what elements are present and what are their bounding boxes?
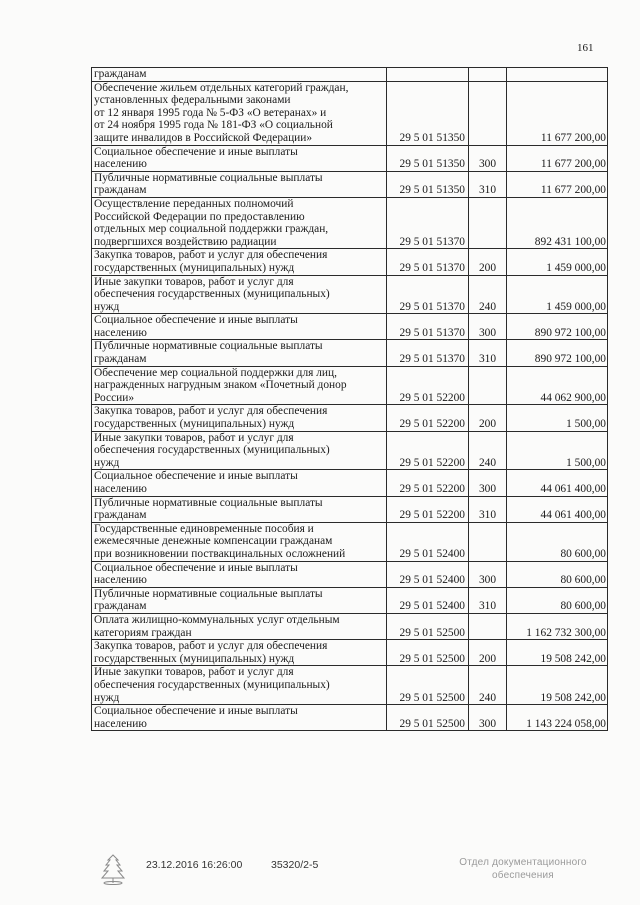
row-name-cell: Публичные нормативные социальные выплаты гражданам [92,171,387,197]
table-row [92,366,608,405]
row-type-cell: 300 [469,145,507,171]
table-row [92,81,608,145]
table-row [92,314,608,340]
table-row [92,249,608,275]
row-amount-cell: 11 677 200,00 [507,81,608,145]
row-name-cell: Социальное обеспечение и иные выплаты населению [92,145,387,171]
row-name-cell: Социальное обеспечение и иные выплаты населению [92,470,387,496]
table-row [92,587,608,613]
emblem-icon [96,852,130,886]
row-amount-cell: 19 508 242,00 [507,640,608,666]
footer-doc-number: 35320/2-5 [271,859,319,871]
footer-date: 23.12.2016 16:26:00 [146,859,243,871]
table-row [92,275,608,314]
row-amount-cell: 1 500,00 [507,431,608,470]
row-amount-cell: 1 143 224 058,00 [507,705,608,731]
row-name-cell: Обеспечение жильем отдельных категорий граждан, установленных федеральными законами от 12 января 1995 года № 5-ФЗ «О ветеранах» и от 24 ноября 1995 года № 181-ФЗ «О социальной защите инвалидов в Российской Федерации» [92,81,387,145]
row-amount-cell: 44 061 400,00 [507,470,608,496]
row-type-cell: 300 [469,705,507,731]
row-type-cell [469,68,507,82]
footer-department [448,856,598,882]
table-row [92,68,608,82]
page-number: 161 [577,42,594,54]
budget-table [91,67,608,731]
row-code-cell: 29 5 01 52400 [387,522,469,561]
row-name-cell: Публичные нормативные социальные выплаты гражданам [92,587,387,613]
row-name-cell: Публичные нормативные социальные выплаты гражданам [92,340,387,366]
row-type-cell [469,81,507,145]
row-code-cell: 29 5 01 52400 [387,587,469,613]
row-code-cell [387,68,469,82]
row-amount-cell [507,68,608,82]
row-name-cell: Иные закупки товаров, работ и услуг для обеспечения государственных (муниципальных) нужд [92,666,387,705]
row-type-cell [469,197,507,248]
row-type-cell: 300 [469,561,507,587]
table-row [92,340,608,366]
budget-table-body [92,68,608,731]
row-amount-cell: 11 677 200,00 [507,171,608,197]
row-code-cell: 29 5 01 52500 [387,666,469,705]
row-amount-cell: 892 431 100,00 [507,197,608,248]
row-code-cell: 29 5 01 51370 [387,340,469,366]
table-row [92,522,608,561]
row-name-cell: Закупка товаров, работ и услуг для обеспечения государственных (муниципальных) нужд [92,249,387,275]
row-code-cell: 29 5 01 51370 [387,275,469,314]
row-type-cell: 200 [469,405,507,431]
row-amount-cell: 1 459 000,00 [507,275,608,314]
row-name-cell: Обеспечение мер социальной поддержки для лиц, награжденных нагрудным знаком «Почетный донор России» [92,366,387,405]
table-row [92,431,608,470]
table-row [92,405,608,431]
row-amount-cell: 19 508 242,00 [507,666,608,705]
row-code-cell: 29 5 01 51370 [387,249,469,275]
row-code-cell: 29 5 01 52500 [387,640,469,666]
table-row [92,171,608,197]
row-type-cell: 310 [469,496,507,522]
row-amount-cell: 1 162 732 300,00 [507,613,608,639]
row-code-cell: 29 5 01 51350 [387,145,469,171]
row-code-cell: 29 5 01 52200 [387,470,469,496]
table-row [92,561,608,587]
row-name-cell: Закупка товаров, работ и услуг для обеспечения государственных (муниципальных) нужд [92,405,387,431]
row-name-cell: Социальное обеспечение и иные выплаты населению [92,314,387,340]
row-type-cell [469,613,507,639]
row-type-cell: 240 [469,666,507,705]
row-name-cell: Иные закупки товаров, работ и услуг для обеспечения государственных (муниципальных) нужд [92,431,387,470]
row-type-cell: 310 [469,171,507,197]
row-name-cell: гражданам [92,68,387,82]
row-amount-cell: 1 500,00 [507,405,608,431]
row-amount-cell: 890 972 100,00 [507,314,608,340]
table-row [92,496,608,522]
row-type-cell: 300 [469,470,507,496]
table-row [92,640,608,666]
row-amount-cell: 80 600,00 [507,522,608,561]
row-name-cell: Иные закупки товаров, работ и услуг для обеспечения государственных (муниципальных) нужд [92,275,387,314]
row-amount-cell: 890 972 100,00 [507,340,608,366]
row-type-cell [469,522,507,561]
row-code-cell: 29 5 01 51370 [387,197,469,248]
table-row [92,197,608,248]
row-type-cell: 200 [469,249,507,275]
row-name-cell: Осуществление переданных полномочий Российской Федерации по предоставлению отдельных мер социальной поддержки граждан, подвергшихся воздействию радиации [92,197,387,248]
footer-department-line1: Отдел документационного [459,857,587,868]
row-type-cell: 240 [469,431,507,470]
row-name-cell: Государственные единовременные пособия и ежемесячные денежные компенсации гражданам при возникновении поствакцинальных осложнений [92,522,387,561]
row-amount-cell: 44 062 900,00 [507,366,608,405]
row-name-cell: Социальное обеспечение и иные выплаты населению [92,705,387,731]
row-code-cell: 29 5 01 52500 [387,705,469,731]
table-row [92,470,608,496]
table-row [92,145,608,171]
row-name-cell: Публичные нормативные социальные выплаты гражданам [92,496,387,522]
row-code-cell: 29 5 01 51370 [387,314,469,340]
table-row [92,666,608,705]
row-amount-cell: 80 600,00 [507,587,608,613]
row-code-cell: 29 5 01 52400 [387,561,469,587]
row-code-cell: 29 5 01 52500 [387,613,469,639]
row-code-cell: 29 5 01 52200 [387,496,469,522]
row-type-cell [469,366,507,405]
row-type-cell: 310 [469,587,507,613]
row-code-cell: 29 5 01 51350 [387,81,469,145]
row-code-cell: 29 5 01 52200 [387,366,469,405]
table-row [92,613,608,639]
row-amount-cell: 80 600,00 [507,561,608,587]
row-amount-cell: 1 459 000,00 [507,249,608,275]
row-type-cell: 300 [469,314,507,340]
row-amount-cell: 11 677 200,00 [507,145,608,171]
table-row [92,705,608,731]
row-code-cell: 29 5 01 52200 [387,431,469,470]
row-code-cell: 29 5 01 51350 [387,171,469,197]
row-code-cell: 29 5 01 52200 [387,405,469,431]
row-amount-cell: 44 061 400,00 [507,496,608,522]
row-name-cell: Социальное обеспечение и иные выплаты населению [92,561,387,587]
row-type-cell: 240 [469,275,507,314]
row-type-cell: 310 [469,340,507,366]
row-type-cell: 200 [469,640,507,666]
footer-department-line2: обеспечения [492,870,554,881]
row-name-cell: Закупка товаров, работ и услуг для обеспечения государственных (муниципальных) нужд [92,640,387,666]
row-name-cell: Оплата жилищно-коммунальных услуг отдельным категориям граждан [92,613,387,639]
